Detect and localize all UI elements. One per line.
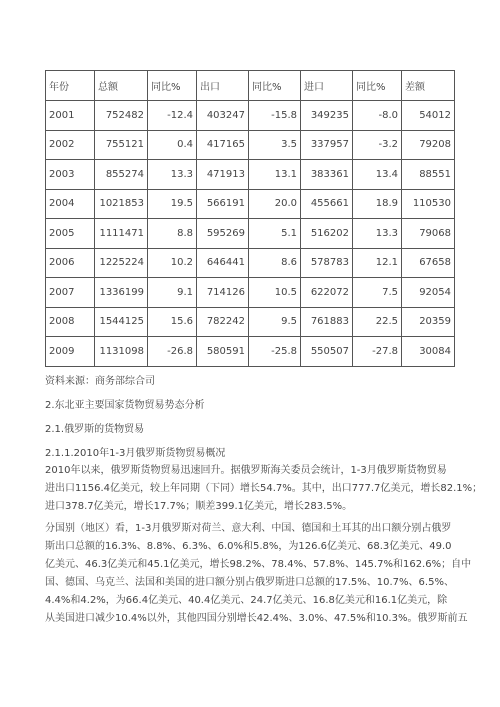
- value-cell: 550507: [301, 337, 353, 367]
- value-cell: 755121: [95, 130, 148, 160]
- value-cell: 13.3: [353, 219, 402, 249]
- paragraph-line: 从美国进口减少10.4%以外，其他四国分别增长42.4%、3.0%、47.5%和10.3%。俄罗斯前五: [45, 613, 468, 624]
- value-cell: 1336199: [95, 278, 148, 308]
- year-cell: 2006: [46, 248, 95, 278]
- column-header: 出口: [197, 71, 249, 101]
- value-cell: 3.5: [249, 130, 301, 160]
- table-row: [46, 219, 455, 249]
- value-cell: 516202: [301, 219, 353, 249]
- paragraph-line: 国、德国、乌克兰、法国和美国的进口额分别占俄罗斯进口总额的17.5%、10.7%、6.5%、: [45, 577, 454, 588]
- year-cell: 2007: [46, 278, 95, 308]
- paragraph-line: 4.4%和4.2%，为66.4亿美元、40.4亿美元、24.7亿美元、16.8亿美元和16.1亿美元，除: [45, 595, 448, 606]
- value-cell: 92054: [402, 278, 455, 308]
- value-cell: 1021853: [95, 189, 148, 219]
- value-cell: 403247: [197, 101, 249, 131]
- value-cell: 20.0: [249, 189, 301, 219]
- value-cell: 79068: [402, 219, 455, 249]
- paragraph-line: 斯出口总额的16.3%、8.8%、6.3%、6.0%和5.8%，为126.6亿美元、68.3亿美元、49.0: [45, 541, 452, 552]
- value-cell: 349235: [301, 101, 353, 131]
- value-cell: 20359: [402, 307, 455, 337]
- year-cell: 2005: [46, 219, 95, 249]
- value-cell: 578783: [301, 248, 353, 278]
- column-header: 进口: [301, 71, 353, 101]
- table-row: [46, 307, 455, 337]
- value-cell: 417165: [197, 130, 249, 160]
- value-cell: 566191: [197, 189, 249, 219]
- value-cell: 30084: [402, 337, 455, 367]
- value-cell: -27.8: [353, 337, 402, 367]
- table-body: [46, 101, 455, 367]
- value-cell: 855274: [95, 160, 148, 190]
- value-cell: 8.6: [249, 248, 301, 278]
- value-cell: 5.1: [249, 219, 301, 249]
- value-cell: 22.5: [353, 307, 402, 337]
- section-heading-2-1: 2.1.俄罗斯的货物贸易: [45, 424, 145, 435]
- table-row: [46, 160, 455, 190]
- value-cell: 12.1: [353, 248, 402, 278]
- value-cell: 15.6: [148, 307, 197, 337]
- value-cell: 761883: [301, 307, 353, 337]
- value-cell: 0.4: [148, 130, 197, 160]
- value-cell: 19.5: [148, 189, 197, 219]
- value-cell: 10.2: [148, 248, 197, 278]
- value-cell: 595269: [197, 219, 249, 249]
- column-header: 差额: [402, 71, 455, 101]
- column-header: 同比%: [353, 71, 402, 101]
- section-heading-2-1-1: 2.1.1.2010年1-3月俄罗斯货物贸易概况: [45, 448, 226, 459]
- value-cell: -3.2: [353, 130, 402, 160]
- value-cell: 18.9: [353, 189, 402, 219]
- value-cell: 471913: [197, 160, 249, 190]
- value-cell: 337957: [301, 130, 353, 160]
- value-cell: 646441: [197, 248, 249, 278]
- value-cell: 1225224: [95, 248, 148, 278]
- table-row: [46, 130, 455, 160]
- value-cell: 752482: [95, 101, 148, 131]
- value-cell: 383361: [301, 160, 353, 190]
- table-row: [46, 248, 455, 278]
- paragraph-line: 进口378.7亿美元，增长17.7%；顺差399.1亿美元，增长283.5%。: [45, 501, 353, 512]
- source-note: 资料来源：商务部综合司: [45, 376, 155, 387]
- value-cell: 1111471: [95, 219, 148, 249]
- trade-statistics-table: [45, 70, 455, 367]
- value-cell: -26.8: [148, 337, 197, 367]
- value-cell: 67658: [402, 248, 455, 278]
- table-row: [46, 189, 455, 219]
- value-cell: 622072: [301, 278, 353, 308]
- value-cell: 580591: [197, 337, 249, 367]
- table-row: [46, 101, 455, 131]
- value-cell: 110530: [402, 189, 455, 219]
- paragraph-by-country: [45, 520, 472, 628]
- value-cell: 714126: [197, 278, 249, 308]
- value-cell: 1544125: [95, 307, 148, 337]
- value-cell: 782242: [197, 307, 249, 337]
- year-cell: 2002: [46, 130, 95, 160]
- paragraph-line: 分国别（地区）看，1-3月俄罗斯对荷兰、意大利、中国、德国和土耳其的出口额分别占俄罗: [45, 523, 452, 534]
- paragraph-line: 2010年以来，俄罗斯货物贸易迅速回升。据俄罗斯海关委员会统计，1-3月俄罗斯货物贸易: [45, 465, 447, 476]
- table-row: [46, 278, 455, 308]
- year-cell: 2009: [46, 337, 95, 367]
- value-cell: 7.5: [353, 278, 402, 308]
- value-cell: 54012: [402, 101, 455, 131]
- year-cell: 2001: [46, 101, 95, 131]
- value-cell: 1131098: [95, 337, 148, 367]
- paragraph-overview: [45, 462, 483, 516]
- value-cell: -12.4: [148, 101, 197, 131]
- column-header: 年份: [46, 71, 95, 101]
- paragraph-line: 亿美元、46.3亿美元和45.1亿美元，增长98.2%、78.4%、57.8%、145.7%和162.6%；自中: [45, 559, 472, 570]
- year-cell: 2008: [46, 307, 95, 337]
- column-header: 同比%: [148, 71, 197, 101]
- paragraph-line: 进出口1156.4亿美元，较上年同期（下同）增长54.7%。其中，出口777.7亿美元，增长82.1%；: [45, 483, 483, 494]
- column-header: 同比%: [249, 71, 301, 101]
- value-cell: 8.8: [148, 219, 197, 249]
- value-cell: -15.8: [249, 101, 301, 131]
- value-cell: 9.1: [148, 278, 197, 308]
- value-cell: 13.1: [249, 160, 301, 190]
- value-cell: 455661: [301, 189, 353, 219]
- value-cell: 13.3: [148, 160, 197, 190]
- column-header: 总额: [95, 71, 148, 101]
- value-cell: 79208: [402, 130, 455, 160]
- year-cell: 2004: [46, 189, 95, 219]
- value-cell: 13.4: [353, 160, 402, 190]
- value-cell: 9.5: [249, 307, 301, 337]
- table-header: [46, 71, 455, 101]
- year-cell: 2003: [46, 160, 95, 190]
- value-cell: -25.8: [249, 337, 301, 367]
- table-header-row: [46, 71, 455, 101]
- value-cell: -8.0: [353, 101, 402, 131]
- value-cell: 10.5: [249, 278, 301, 308]
- table-row: [46, 337, 455, 367]
- value-cell: 88551: [402, 160, 455, 190]
- section-heading-2: 2.东北亚主要国家货物贸易势态分析: [45, 400, 205, 411]
